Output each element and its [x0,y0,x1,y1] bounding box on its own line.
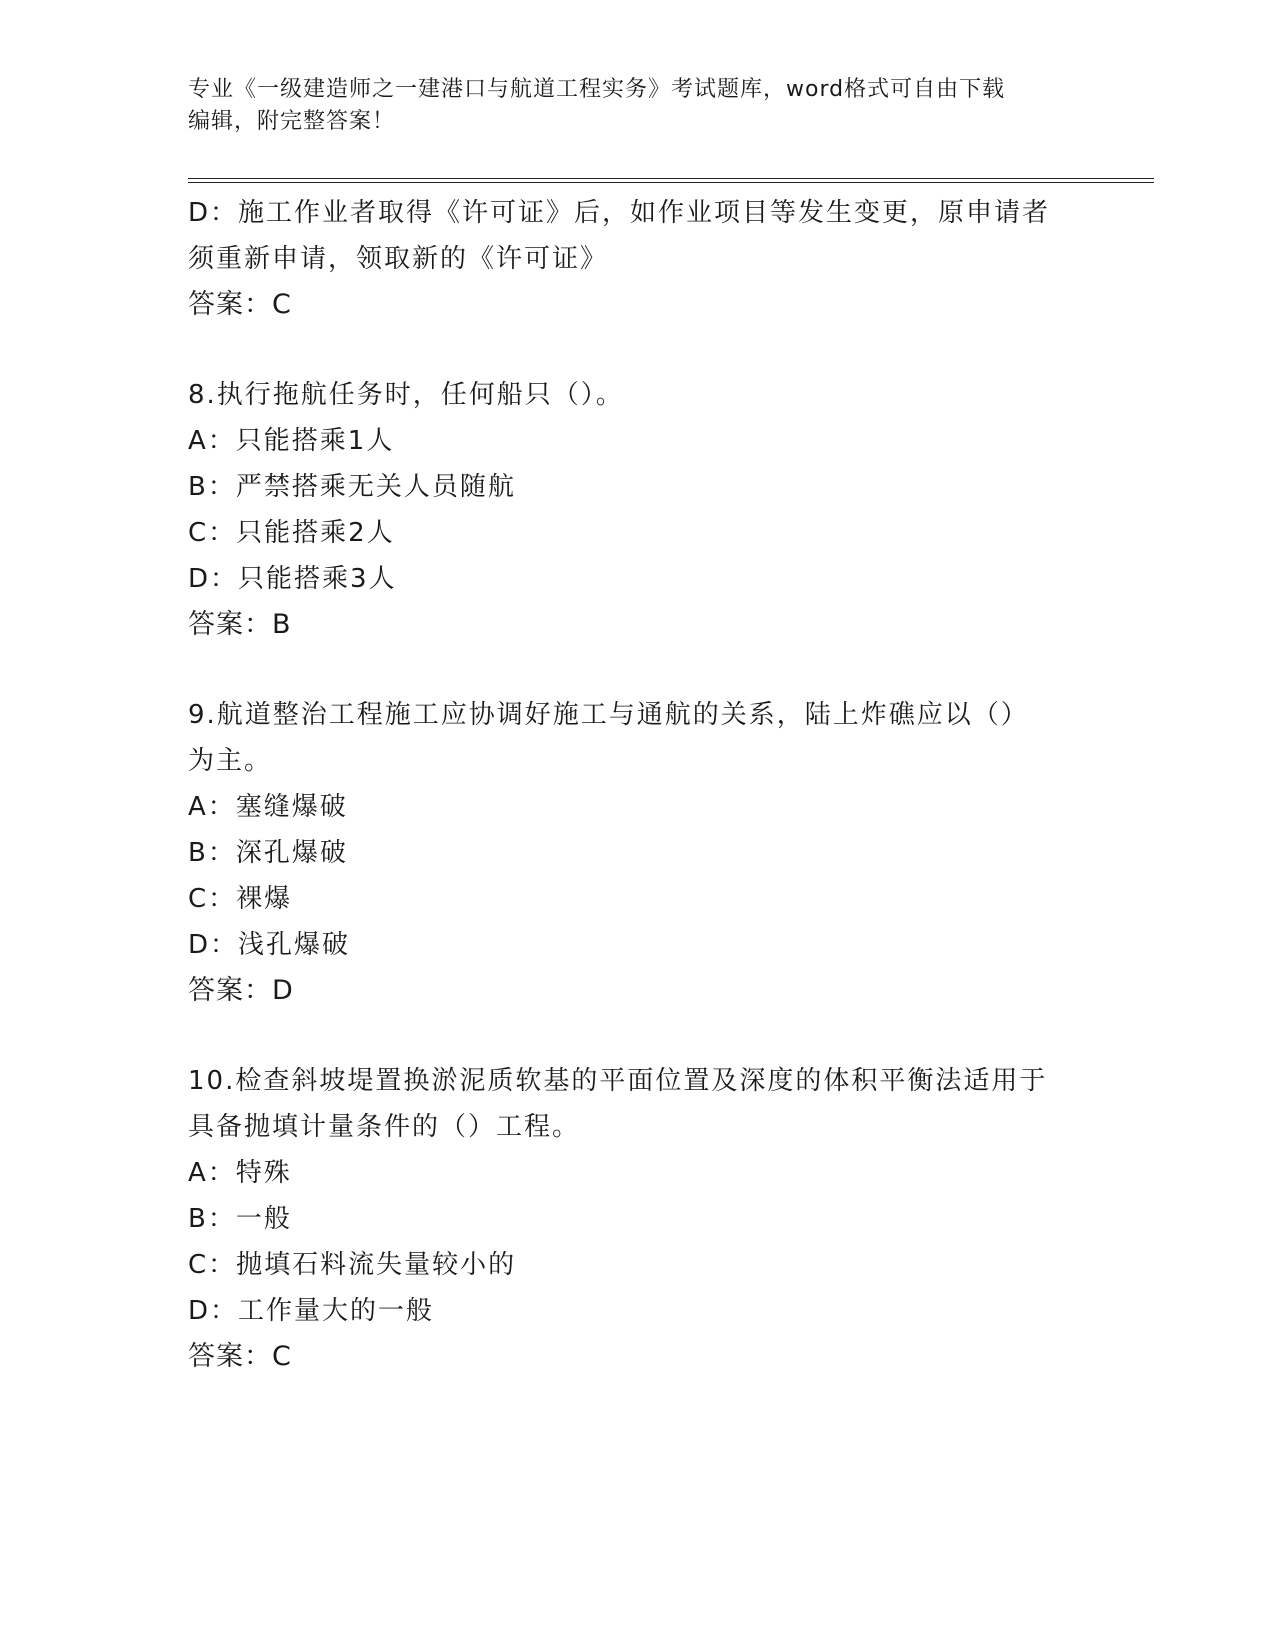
spacer [188,648,1088,692]
option-c: C：抛填石料流失量较小的 [188,1250,517,1280]
answer-line: 答案：C [188,1341,292,1372]
option-d: D：只能搭乘3人 [188,564,397,594]
option-a: A：特殊 [188,1158,292,1188]
header-line-1: 专业《一级建造师之一建港口与航道工程实务》考试题库，word格式可自由下载 [188,77,1006,102]
option-b: B：深孔爆破 [188,838,348,868]
spacer [188,1014,1088,1058]
question-9 [188,692,1088,1014]
document-header [188,74,1088,138]
document-body [188,190,1088,1380]
question-stem: 8.执行拖航任务时，任何船只（）。 [188,380,624,410]
spacer [188,328,1088,372]
option-d-line-1: D：施工作业者取得《许可证》后，如作业项目等发生变更，原申请者 [188,198,1051,228]
option-c: C：只能搭乘2人 [188,518,395,548]
question-stem-line-2: 为主。 [188,746,273,776]
question-10 [188,1058,1088,1380]
header-divider [188,178,1154,183]
answer-line: 答案：B [188,609,292,640]
option-d: D：工作量大的一般 [188,1296,435,1326]
option-d-line-2: 须重新申请，领取新的《许可证》 [188,244,609,274]
option-c: C：裸爆 [188,884,293,914]
option-b: B：一般 [188,1204,292,1234]
question-stem-line-1: 10.检查斜坡堤置换淤泥质软基的平面位置及深度的体积平衡法适用于 [188,1066,1048,1096]
option-a: A：塞缝爆破 [188,792,348,822]
question-stem-line-1: 9.航道整治工程施工应协调好施工与通航的关系，陆上炸礁应以（） [188,700,1029,730]
option-b: B：严禁搭乘无关人员随航 [188,472,516,502]
question-8 [188,372,1088,648]
option-a: A：只能搭乘1人 [188,426,395,456]
answer-line: 答案：D [188,975,294,1006]
header-line-2: 编辑，附完整答案！ [188,109,396,134]
option-d: D：浅孔爆破 [188,930,351,960]
question-stem-line-2: 具备抛填计量条件的（）工程。 [188,1112,581,1142]
answer-line: 答案：C [188,289,292,320]
previous-question-continuation [188,190,1088,328]
